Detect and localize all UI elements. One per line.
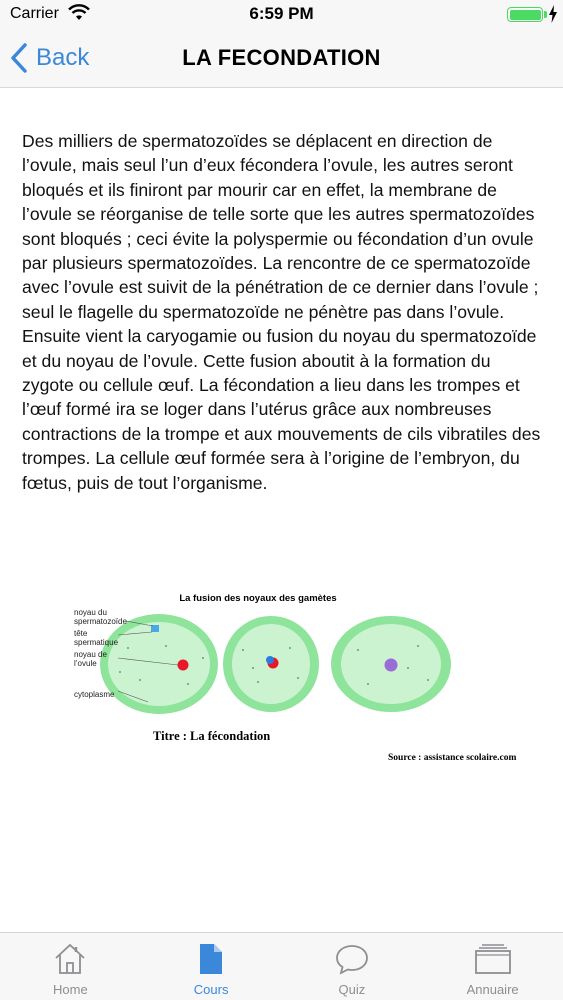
- label-sperm-nucleus: noyau du spermatozoïde: [74, 608, 127, 626]
- tab-quiz-label: Quiz: [338, 982, 366, 997]
- tab-cours-label: Cours: [193, 982, 229, 997]
- battery-icon: [507, 7, 543, 22]
- back-button-label: Back: [36, 44, 90, 71]
- status-time: 6:59 PM: [249, 4, 314, 23]
- label-sperm-head: tête spermatique: [74, 629, 119, 647]
- label-ovum-nucleus: noyau de l’ovule: [74, 650, 107, 668]
- label-cytoplasm: cytoplasme: [74, 690, 115, 699]
- folder-icon: [474, 943, 512, 975]
- gamete-fusion-diagram: [68, 588, 538, 774]
- tab-quiz[interactable]: [282, 933, 423, 1000]
- content-scroll-view[interactable]: [0, 88, 563, 932]
- charging-icon: [548, 5, 558, 23]
- tab-cours[interactable]: [141, 933, 282, 1000]
- tab-annuaire-label: Annuaire: [466, 982, 519, 997]
- tab-bar: [0, 932, 563, 1000]
- chat-bubble-icon: [335, 943, 369, 975]
- carrier-label: Carrier: [10, 5, 59, 22]
- home-icon: [53, 943, 87, 975]
- navigation-bar: [0, 30, 563, 88]
- tab-annuaire[interactable]: [422, 933, 563, 1000]
- figure-title: La fusion des noyaux des gamètes: [179, 593, 337, 604]
- figure-caption: Titre : La fécondation: [153, 729, 271, 743]
- tab-home-label: Home: [53, 982, 88, 997]
- page-title: LA FECONDATION: [182, 45, 381, 70]
- fecondation-figure: [68, 588, 538, 774]
- figure-source: Source : assistance scolaire.com: [388, 753, 517, 763]
- lesson-paragraph: Des milliers de spermatozoïdes se déplacent en direction de l’ovule, mais seul l’un d’eux fécondera l’ovule, les autres seront bloqués et ils finiront par mourir car en effet, la membrane de l’ovule se réorganise de telle sorte que les autres spermatozoïdes sont bloqués ; ceci évite la polyspermie ou fécondation d’un ovule par plusieurs spermatozoïdes. La rencontre de ce spermatozoïde avec l’ovule est suivit de la pénétration de ce dernier dans l’ovule ; seul le flagelle du spermatozoïde ne pénètre pas dans l’ovule. Ensuite vient la caryogamie ou fusion du noyau du spermatozoïde et du noyau de l’ovule. Cette fusion aboutit à la formation du zygote ou cellule œuf. La fécondation a lieu dans les trompes et l’œuf formé ira se loger dans l’utérus grâce aux nombreuses contractions de la trompe et aux mouvements de cils vibratiles des trompes. La cellule œuf formée sera à l’origine de l’embryon, du fœtus, puis de tout l’organisme.: [22, 131, 541, 493]
- document-icon: [199, 943, 223, 975]
- tab-home[interactable]: [0, 933, 141, 1000]
- status-bar: [0, 0, 563, 30]
- battery-tip: [544, 11, 547, 18]
